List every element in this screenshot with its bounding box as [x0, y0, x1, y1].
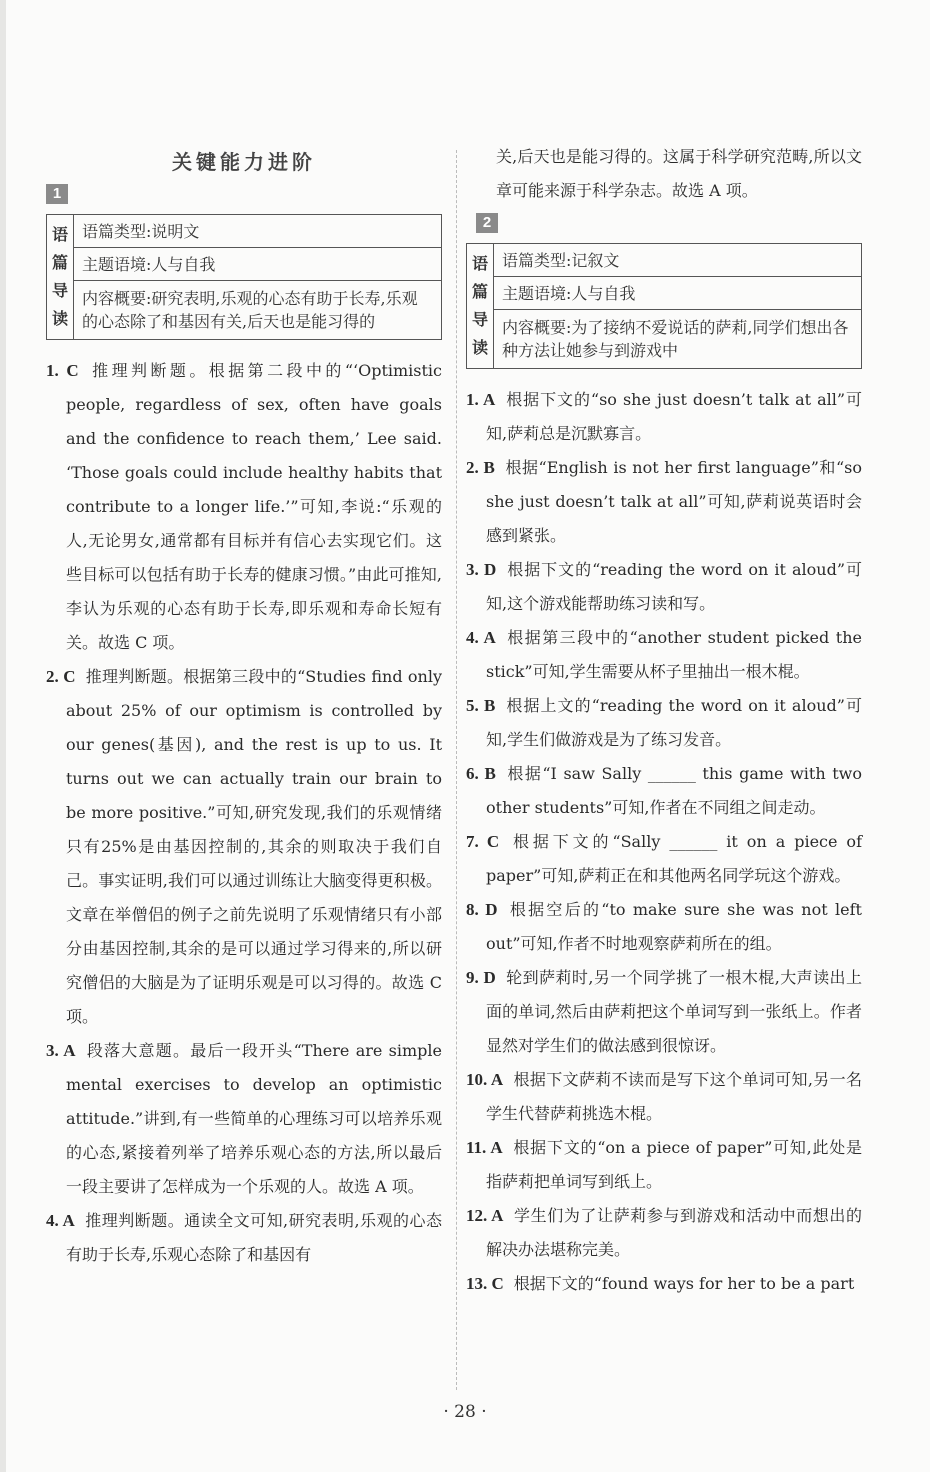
left-column	[46, 140, 442, 1272]
answer-item: 3. D 根据下文的“reading the word on it aloud”可知,这个游戏能帮助练习读和写。	[466, 560, 862, 613]
answer-item: 4. A 根据第三段中的“another student picked the stick”可知,学生需要从杯子里抽出一根木棍。	[466, 628, 862, 681]
guide-theme: 主题语境:人与自我	[74, 248, 442, 281]
guide-side-label: 语 篇 导 读	[47, 215, 74, 340]
column-divider	[456, 150, 457, 1390]
answer-item: 10. A 根据下文萨莉不读而是写下这个单词可知,另一名学生代替萨莉挑选木棍。	[466, 1070, 863, 1123]
answer-continuation: 关,后天也是能习得的。这属于科学研究范畴,所以文章可能来源于科学杂志。故选 A 项。	[496, 147, 862, 200]
right-column	[466, 140, 862, 1301]
answer-item: 3. A 段落大意题。最后一段开头“There are simple mental exercises to develop an optimistic attitude.”讲到,有一些简单的心理练习可以培养乐观的心态,紧接着列举了培养乐观心态的方法,所以最后一段主要讲了怎样成为一个乐观的人。故选 A 项。	[46, 1041, 442, 1196]
answer-list	[46, 354, 442, 1272]
guide-summary: 内容概要:为了接纳不爱说话的萨莉,同学们想出各种方法让她参与到游戏中	[494, 310, 862, 369]
answer-item: 7. C 根据下文的“Sally ______ it on a piece of paper”可知,萨莉正在和其他两名同学玩这个游戏。	[466, 832, 862, 885]
section-heading: 关键能力进阶	[172, 150, 316, 174]
answer-item: 1. A 根据下文的“so she just doesn’t talk at all”可知,萨莉总是沉默寡言。	[466, 390, 862, 443]
reading-guide-table	[46, 214, 442, 340]
answer-item: 2. C 推理判断题。根据第三段中的“Studies find only about 25% of our optimism is controlled by our genes(基因), and the rest is up to us. It turns out we can actually train our brain to be more positive.”可知,研究发现,我们的乐观情绪只有25%是由基因控制的,其余的则取决于我们自己。事实证明,我们可以通过训练让大脑变得更积极。文章在举僧侣的例子之前先说明了乐观情绪只有小部分由基因控制,其余的是可以通过学习得来的,所以研究僧侣的大脑是为了证明乐观是可以习得的。故选 C 项。	[46, 667, 442, 1026]
answer-item: 11. A 根据下文的“on a piece of paper”可知,此处是指萨莉把单词写到纸上。	[466, 1138, 862, 1191]
answer-item: 4. A 推理判断题。通读全文可知,研究表明,乐观的心态有助于长寿,乐观心态除了和基因有	[46, 1211, 442, 1264]
answer-item: 13. C 根据下文的“found ways for her to be a part	[466, 1274, 855, 1293]
answer-item: 1. C 推理判断题。根据第二段中的“‘Optimistic people, regardless of sex, often have goals and the confidence to reach them,’ Lee said. ‘Those goals could include healthy habits that contribute to a longer life.’”可知,李说:“乐观的人,无论男女,通常都有目标并有信心去实现它们。这些目标可以包括有助于长寿的健康习惯。”由此可推知,李认为乐观的心态有助于长寿,即乐观和寿命长短有关。故选 C 项。	[46, 361, 442, 652]
answer-item: 5. B 根据上文的“reading the word on it aloud”可知,学生们做游戏是为了练习发音。	[466, 696, 862, 749]
guide-theme: 主题语境:人与自我	[494, 277, 862, 310]
guide-side-label: 语 篇 导 读	[467, 244, 494, 369]
answer-list	[466, 383, 862, 1301]
page-number: · 28 ·	[443, 1402, 487, 1422]
passage-badge: 2	[476, 213, 498, 233]
answer-item: 12. A 学生们为了让萨莉参与到游戏和活动中而想出的解决办法堪称完美。	[466, 1206, 862, 1259]
guide-type: 语篇类型:记叙文	[494, 244, 862, 277]
guide-summary: 内容概要:研究表明,乐观的心态有助于长寿,乐观的心态除了和基因有关,后天也是能习得的	[74, 281, 442, 340]
reading-guide-table	[466, 243, 862, 369]
guide-type: 语篇类型:说明文	[74, 215, 442, 248]
answer-item: 9. D 轮到萨莉时,另一个同学挑了一根木棍,大声读出上面的单词,然后由萨莉把这个单词写到一张纸上。作者显然对学生们的做法感到很惊讶。	[466, 968, 862, 1055]
passage-badge: 1	[46, 184, 68, 204]
answer-item: 2. B 根据“English is not her first language”和“so she just doesn’t talk at all”可知,萨莉说英语时会感到紧张。	[466, 458, 862, 545]
answer-item: 6. B 根据“I saw Sally ______ this game with two other students”可知,作者在不同组之间走动。	[466, 764, 862, 817]
answer-item: 8. D 根据空后的“to make sure she was not left out”可知,作者不时地观察萨莉所在的组。	[466, 900, 862, 953]
scan-edge	[0, 0, 6, 1472]
